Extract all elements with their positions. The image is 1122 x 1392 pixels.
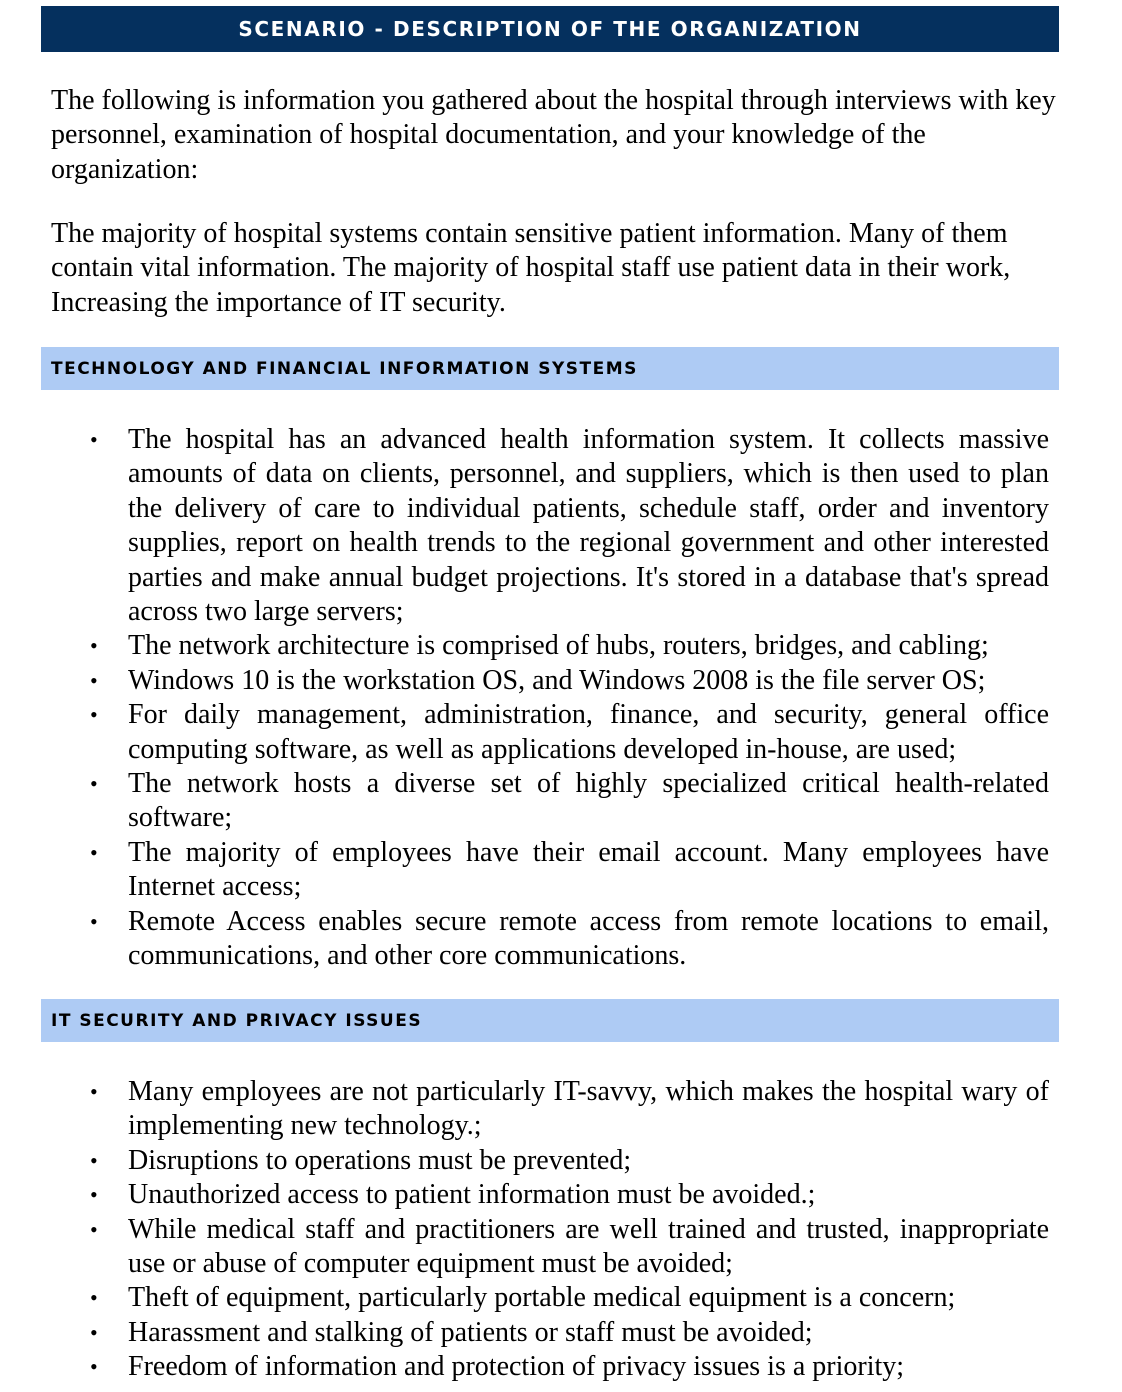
technology-bullet-list: [0, 423, 1122, 974]
list-item: [90, 1075, 1049, 1144]
scenario-banner: [41, 6, 1059, 52]
list-item-text: Harassment and stalking of patients or staff must be avoided;: [128, 1316, 813, 1348]
bullet-icon: •: [90, 667, 98, 693]
list-item-text: Freedom of information and protection of privacy issues is a priority;: [128, 1351, 905, 1383]
list-item: [90, 629, 1049, 663]
list-item: [90, 423, 1049, 629]
bullet-icon: •: [90, 1285, 98, 1311]
intro-paragraph-1: The following is information you gathered about the hospital through interviews with key personnel, examination of hospital documentation, and your knowledge of the organization:: [51, 85, 1056, 185]
list-item: [90, 1144, 1049, 1178]
list-item-text: The hospital has an advanced health information system. It collects massive amounts of data on clients, personnel, and suppliers, which is then used to plan the delivery of care to individual patients, schedule staff, order and inventory supplies, report on health trends to the regional government and other interested parties and make annual budget projections. It's stored in a database that's spread across two large servers;: [128, 424, 1049, 628]
security-bullet-list: [0, 1075, 1122, 1385]
list-item-text: Theft of equipment, particularly portable medical equipment is a concern;: [128, 1282, 956, 1314]
list-item: [90, 767, 1049, 836]
list-item-text: The majority of employees have their email account. Many employees have Internet access;: [128, 836, 1049, 903]
section-heading-label: IT SECURITY AND PRIVACY ISSUES: [51, 1010, 423, 1031]
section-heading-security: [41, 999, 1059, 1042]
list-item: [90, 836, 1049, 905]
list-item: [90, 664, 1049, 698]
bullet-icon: •: [90, 771, 98, 797]
bullet-icon: •: [90, 839, 98, 865]
bullet-icon: •: [90, 1079, 98, 1104]
list-item-text: While medical staff and practitioners are well trained and trusted, inappropriate use or abuse of computer equipment must be avoided;: [128, 1213, 1049, 1280]
section-heading-label: TECHNOLOGY AND FINANCIAL INFORMATION SYSTEMS: [51, 358, 638, 379]
list-item-text: The network architecture is comprised of hubs, routers, bridges, and cabling;: [128, 630, 989, 662]
list-item: [90, 1316, 1049, 1350]
bullet-icon: •: [90, 1147, 98, 1173]
bullet-icon: •: [90, 1354, 98, 1380]
list-item-text: For daily management, administration, finance, and security, general office computing software, as well as applications developed in-house, are used;: [128, 699, 1049, 765]
bullet-icon: •: [90, 908, 98, 934]
bullet-icon: •: [90, 1182, 98, 1208]
intro-paragraph-2: The majority of hospital systems contain sensitive patient information. Many of them contain vital information. The majority of hospital staff use patient data in their work, Increasing the importance of IT security.: [51, 218, 1011, 318]
list-item-text: Unauthorized access to patient information must be avoided.;: [128, 1179, 816, 1211]
bullet-icon: •: [90, 1216, 98, 1242]
list-item: [90, 1281, 1049, 1315]
bullet-icon: •: [90, 702, 98, 728]
banner-title: SCENARIO - DESCRIPTION OF THE ORGANIZATION: [238, 17, 862, 41]
list-item: [90, 1213, 1049, 1282]
bullet-icon: •: [90, 633, 98, 659]
list-item: [90, 1350, 1049, 1384]
list-item-text: Disruptions to operations must be prevented;: [128, 1144, 632, 1176]
list-item: [90, 698, 1049, 767]
list-item-text: Many employees are not particularly IT-savvy, which makes the hospital wary of implementing new technology.;: [128, 1076, 1049, 1142]
list-item: [90, 1178, 1049, 1212]
list-item-text: Windows 10 is the workstation OS, and Windows 2008 is the file server OS;: [128, 664, 986, 696]
list-item-text: Remote Access enables secure remote access from remote locations to email, communications, and other core communications.: [128, 905, 1049, 972]
section-heading-technology: [41, 347, 1059, 390]
bullet-icon: •: [90, 427, 98, 452]
list-item: [90, 905, 1049, 974]
bullet-icon: •: [90, 1319, 98, 1345]
list-item-text: The network hosts a diverse set of highly specialized critical health-related software;: [128, 768, 1049, 834]
